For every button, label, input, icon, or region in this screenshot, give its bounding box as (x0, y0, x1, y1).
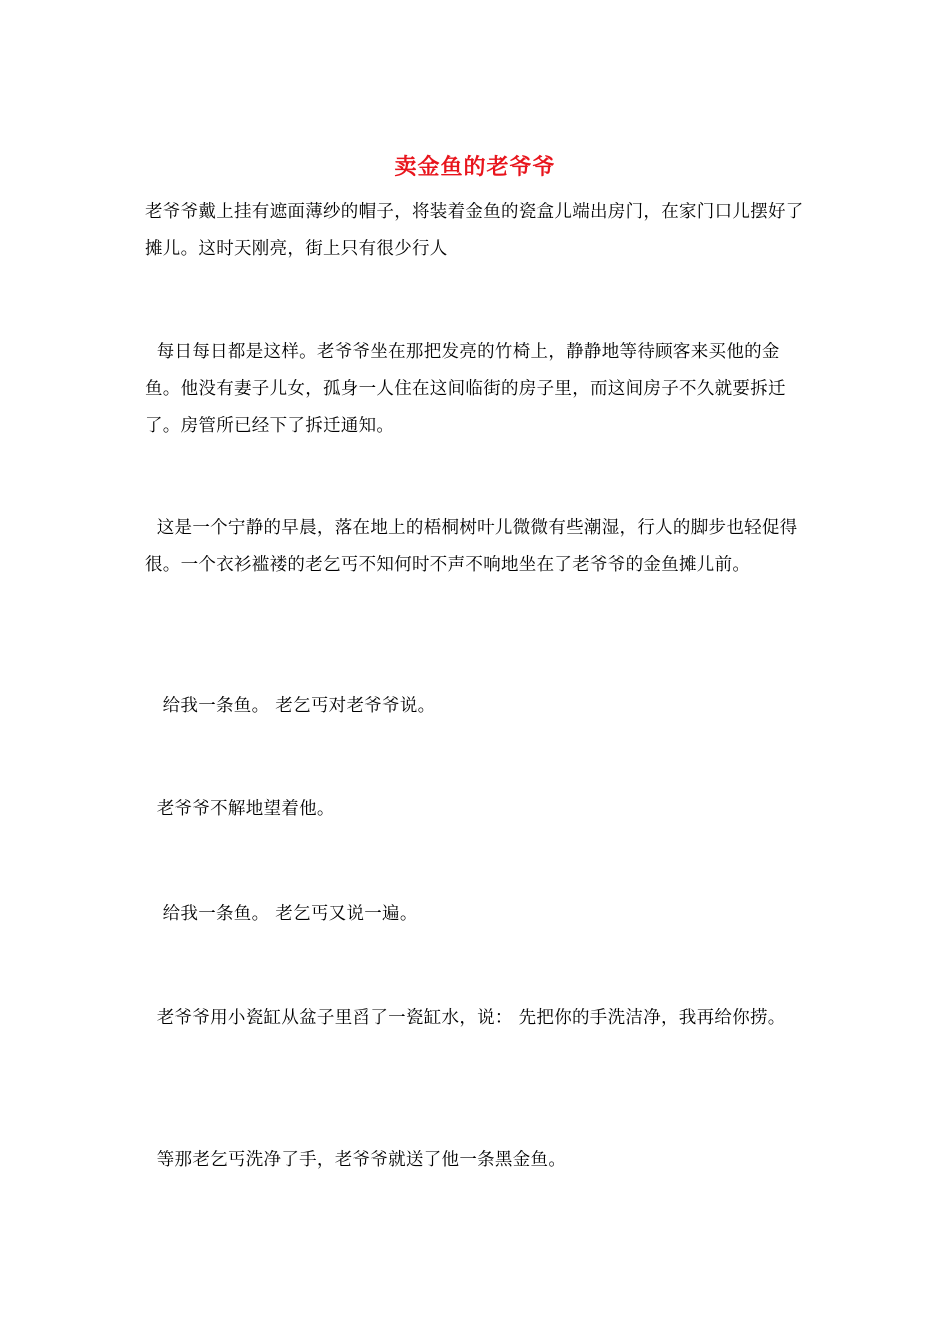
paragraph: 老爷爷戴上挂有遮面薄纱的帽子，将装着金鱼的瓷盒儿端出房门，在家门口儿摆好了摊儿。这时天刚亮，街上只有很少行人 (145, 202, 804, 259)
document-title: 卖金鱼的老爷爷 (394, 155, 556, 180)
paragraph: 给我一条鱼。 老乞丐又说一遍。 (145, 904, 418, 924)
paragraph: 给我一条鱼。 老乞丐对老爷爷说。 (145, 696, 436, 716)
paragraph: 这是一个宁静的早晨，落在地上的梧桐树叶儿微微有些潮湿，行人的脚步也轻促得很。一个衣衫褴褛的老乞丐不知何时不声不响地坐在了老爷爷的金鱼摊儿前。 (145, 518, 798, 575)
paragraph: 每日每日都是这样。老爷爷坐在那把发亮的竹椅上，静静地等待顾客来买他的金鱼。他没有妻子儿女，孤身一人住在这间临街的房子里，而这间房子不久就要拆迁了。房管所已经下了拆迁通知。 (145, 342, 786, 436)
paragraph: 老爷爷不解地望着他。 (145, 799, 335, 819)
paragraph: 老爷爷用小瓷缸从盆子里舀了一瓷缸水，说： 先把你的手洗洁净，我再给你捞。 (145, 1008, 786, 1028)
paragraph: 等那老乞丐洗净了手，老爷爷就送了他一条黑金鱼。 (145, 1150, 567, 1170)
